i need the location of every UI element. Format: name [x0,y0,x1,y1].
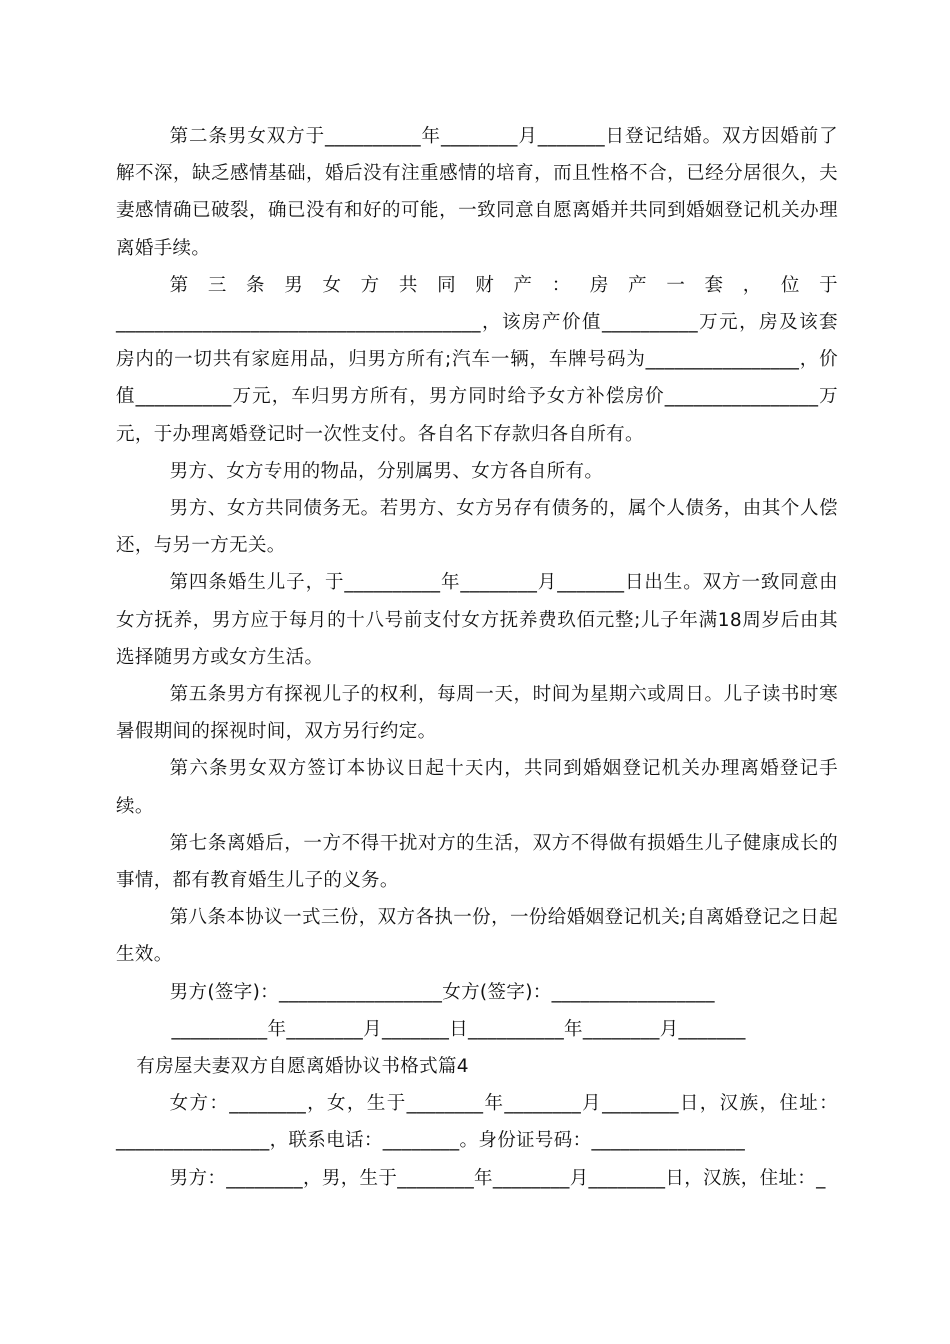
date-line: __________年________月_______日__________年________月_______ [171,1018,746,1040]
article-4-paragraph: 第四条婚生儿子，于__________年________月_______日出生。双方一致同意由女方抚养，男方应于每月的十八号前支付女方抚养费玖佰元整;儿子年满18周岁后由其选择随男方或女方生活。 [116,572,838,668]
article-5-paragraph: 第五条男方有探视儿子的权利，每周一天，时间为星期六或周日。儿子读书时寒暑假期间的探视时间，双方另行约定。 [116,684,838,743]
article-6-paragraph: 第六条男女双方签订本协议日起十天内，共同到婚姻登记机关办理离婚登记手续。 [116,758,838,817]
signature-line: 男方(签字)：_________________女方(签字)：_________________ [169,981,715,1003]
document-page [116,118,838,1197]
article-3-paragraph: 第三条男女方共同财产：房产一套，位于______________________________________，该房产价值__________万元，房及该套房内的一切共有家庭用品，归男方所有;汽车一辆，车牌号码为________________，价值__________万元，车归男方所有，男方同时给予女方补偿房价________________万元，于办理离婚登记时一次性支付。各自名下存款归各自所有。 [116,274,838,445]
article-7-paragraph: 第七条离婚后，一方不得干扰对方的生活，双方不得做有损婚生儿子健康成长的事情，都有教育婚生儿子的义务。 [116,832,838,892]
debts-paragraph: 男方、女方共同债务无。若男方、女方另存有债务的，属个人债务，由其个人偿还，与另一方无关。 [116,498,838,557]
section-title: 有房屋夫妻双方自愿离婚协议书格式篇4 [136,1056,469,1078]
article-2-paragraph: 第二条男女双方于__________年________月_______日登记结婚。双方因婚前了解不深，缺乏感情基础，婚后没有注重感情的培育，而且性格不合，已经分居很久，夫妻感情确已破裂，确已没有和好的可能，一致同意自愿离婚并共同到婚姻登记机关办理离婚手续。 [116,126,838,259]
party-male-paragraph: 男方：________，男，生于________年________月________日，汉族，住址：_ [169,1167,826,1189]
article-8-paragraph: 第八条本协议一式三份，双方各执一份，一份给婚姻登记机关;自离婚登记之日起生效。 [116,907,838,966]
personal-items-paragraph: 男方、女方专用的物品，分别属男、女方各自所有。 [169,460,604,482]
party-female-paragraph: 女方：________，女，生于________年________月________日，汉族，住址：________________，联系电话：________。身份证号码：________________ [116,1093,838,1152]
